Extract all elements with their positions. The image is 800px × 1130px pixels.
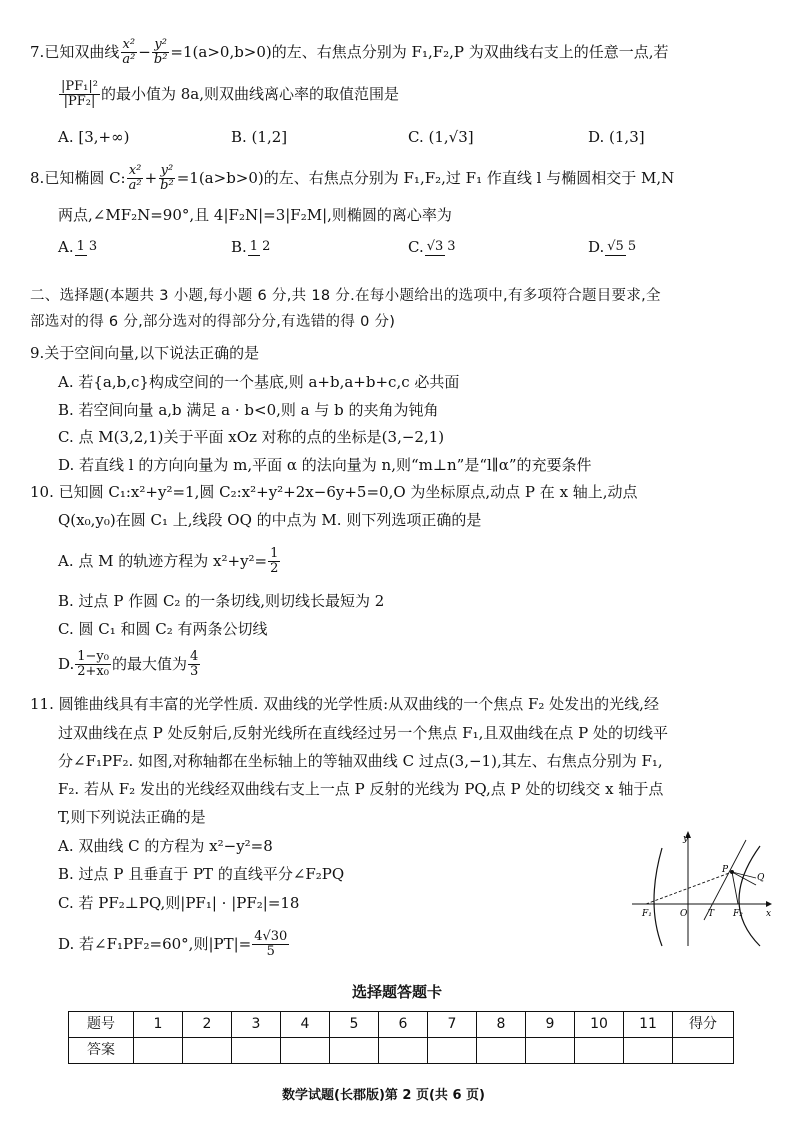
q11-option-a: A. 双曲线 C 的方程为 x²−y²=8: [58, 837, 273, 855]
fig-label-p: P: [722, 865, 729, 875]
q10-line2: Q(x₀,y₀)在圆 C₁ 上,线段 OQ 的中点为 M. 则下列选项正确的是: [58, 511, 482, 529]
q7-stem-b: =1(a>0,b>0)的左、右焦点分别为 F₁,F₂,P 为双曲线右支上的任意一点,若: [170, 42, 669, 61]
answer-card-cell-9: 9: [526, 1012, 575, 1038]
q9-stem: 9.关于空间向量,以下说法正确的是: [30, 344, 260, 362]
fig-label-f1: F₁: [642, 909, 652, 919]
q8-option-d: D. √5 5: [588, 238, 637, 256]
answer-card-answer-label: 答案: [69, 1038, 134, 1064]
q7-option-d: D. (1,3]: [588, 128, 645, 146]
q10-option-a: A. 点 M 的轨迹方程为 x²+y²= $\frac{1}{2}$: [58, 546, 279, 577]
page-footer: 数学试题(长郡版)第 2 页(共 6 页): [282, 1088, 485, 1103]
answer-card-table: [68, 1011, 734, 1064]
q7-eq-frac-right: $\frac{\text{y²}}{\text{b²}}$: [153, 37, 168, 68]
answer-box-4[interactable]: [281, 1038, 330, 1064]
answer-box-1[interactable]: [134, 1038, 183, 1064]
q8-eq-plus: +: [144, 168, 158, 187]
q7-number: 7.: [30, 42, 45, 61]
fig-label-t: T: [708, 909, 715, 919]
fig-label-f2: F₂: [733, 909, 743, 919]
q7-options: [58, 127, 645, 147]
q7-eq-minus: −: [138, 42, 151, 61]
answer-box-5[interactable]: [330, 1038, 379, 1064]
section2-line1: 二、选择题(本题共 3 小题,每小题 6 分,共 18 分.在每小题给出的选项中,有多项符合题目要求,全: [30, 288, 661, 304]
q10-option-b: B. 过点 P 作圆 C₂ 的一条切线,则切线长最短为 2: [58, 592, 385, 610]
answer-card-answer-row: [69, 1038, 734, 1064]
answer-card-cell-11: 11: [624, 1012, 673, 1038]
q8-option-a: A. 1 3: [58, 238, 98, 256]
q8-stem-c: 两点,∠MF₂N=90°,且 4|F₂N|=3|F₂M|,则椭圆的离心率为: [58, 206, 452, 224]
q10-option-d: D. $\frac{\text{1−y₀}}{\text{2+x₀}}$ 的最大值为 $\frac{4}{3}$: [58, 649, 199, 680]
q10-option-c: C. 圆 C₁ 和圆 C₂ 有两条公切线: [58, 620, 268, 638]
section2-line2: 部选对的得 6 分,部分选对的得部分分,有选错的得 0 分): [30, 314, 396, 330]
q8-eq-frac-left: $\frac{\text{x²}}{\text{a²}}$: [128, 163, 142, 194]
q7-line2: [58, 80, 399, 110]
answer-card-cell-10: 10: [575, 1012, 624, 1038]
q8-stem-a: 已知椭圆 C:: [44, 168, 126, 187]
q9-option-b: B. 若空间向量 a,b 满足 a · b<0,则 a 与 b 的夹角为钝角: [58, 401, 439, 419]
answer-card-cell-label: 题号: [69, 1012, 134, 1038]
q7-option-c: C. (1,√3]: [408, 128, 474, 146]
q8-stem-b: =1(a>b>0)的左、右焦点分别为 F₁,F₂,过 F₁ 作直线 l 与椭圆相交于 M,N: [176, 168, 675, 187]
q11-option-c: C. 若 PF₂⊥PQ,则|PF₁| · |PF₂|=18: [58, 894, 300, 912]
q8-options: [58, 237, 639, 257]
q7-stem-a: 已知双曲线: [44, 42, 120, 61]
q8-option-c: C. √3 3: [408, 238, 456, 256]
q11-line2: 过双曲线在点 P 处反射后,反射光线所在直线经过另一个焦点 F₁,且双曲线在点 P 处的切线平: [58, 724, 668, 742]
q7-eq-frac-left: $\frac{\text{x²}}{\text{a²}}$: [122, 37, 136, 68]
answer-card-cell-3: 3: [232, 1012, 281, 1038]
q9-option-d: D. 若直线 l 的方向向量为 m,平面 α 的法向量为 n,则“m⊥n”是“l∥α”的充要条件: [58, 456, 592, 474]
q7-ratio-frac: $\frac{\text{|PF₁|²}}{\text{|PF₂|}}$: [61, 79, 98, 110]
answer-box-6[interactable]: [379, 1038, 428, 1064]
answer-box-8[interactable]: [477, 1038, 526, 1064]
fig-label-y: y: [683, 834, 689, 844]
answer-card-cell-4: 4: [281, 1012, 330, 1038]
q8-line1: [30, 164, 674, 194]
q7-line1: [30, 38, 669, 68]
answer-card-cell-7: 7: [428, 1012, 477, 1038]
answer-card-cell-5: 5: [330, 1012, 379, 1038]
answer-box-9[interactable]: [526, 1038, 575, 1064]
answer-box-3[interactable]: [232, 1038, 281, 1064]
q8-number: 8.: [30, 168, 45, 187]
q7-stem-c: 的最小值为 8a,则双曲线离心率的取值范围是: [100, 84, 399, 103]
q11-line4: F₂. 若从 F₂ 发出的光线经双曲线右支上一点 P 反射的光线为 PQ,点 P 处的切线交 x 轴于点: [58, 780, 664, 798]
answer-card-cell-2: 2: [183, 1012, 232, 1038]
answer-box-11[interactable]: [624, 1038, 673, 1064]
answer-card-cell-1: 1: [134, 1012, 183, 1038]
q11-line5: T,则下列说法正确的是: [58, 808, 206, 826]
q11-option-b: B. 过点 P 且垂直于 PT 的直线平分∠F₂PQ: [58, 865, 345, 883]
q8-option-b: B. 1 2: [231, 238, 271, 256]
q7-option-b: B. (1,2]: [231, 128, 288, 146]
q11-option-d: D. 若∠F₁PF₂=60°,则|PT|= $\frac{4√30}{5}$: [58, 929, 288, 960]
answer-card-cell-8: 8: [477, 1012, 526, 1038]
answer-card-cell-score: 得分: [673, 1012, 734, 1038]
answer-box-10[interactable]: [575, 1038, 624, 1064]
q10-line1: 10. 已知圆 C₁:x²+y²=1,圆 C₂:x²+y²+2x−6y+5=0,O 为坐标原点,动点 P 在 x 轴上,动点: [30, 483, 638, 501]
answer-card-header-row: [69, 1012, 734, 1038]
answer-box-score[interactable]: [673, 1038, 734, 1064]
fig-label-x: x: [766, 909, 772, 919]
q7-option-a: A. [3,+∞): [58, 128, 130, 146]
answer-card-title: 选择题答题卡: [352, 983, 443, 1001]
answer-card-cell-6: 6: [379, 1012, 428, 1038]
q11-line3: 分∠F₁PF₂. 如图,对称轴都在坐标轴上的等轴双曲线 C 过点(3,−1),其左、右焦点分别为 F₁,: [58, 752, 663, 770]
q8-eq-frac-right: $\frac{\text{y²}}{\text{b²}}$: [160, 163, 174, 194]
hyperbola-figure: [632, 828, 772, 948]
q8-line2: [58, 205, 452, 225]
q11-line1: 11. 圆锥曲线具有丰富的光学性质. 双曲线的光学性质:从双曲线的一个焦点 F₂ 处发出的光线,经: [30, 695, 659, 713]
q9-option-a: A. 若{a,b,c}构成空间的一个基底,则 a+b,a+b+c,c 必共面: [58, 373, 460, 391]
answer-box-7[interactable]: [428, 1038, 477, 1064]
answer-box-2[interactable]: [183, 1038, 232, 1064]
fig-label-o: O: [680, 909, 688, 919]
fig-label-q: Q: [757, 873, 765, 883]
q9-option-c: C. 点 M(3,2,1)关于平面 xOz 对称的点的坐标是(3,−2,1): [58, 428, 445, 446]
